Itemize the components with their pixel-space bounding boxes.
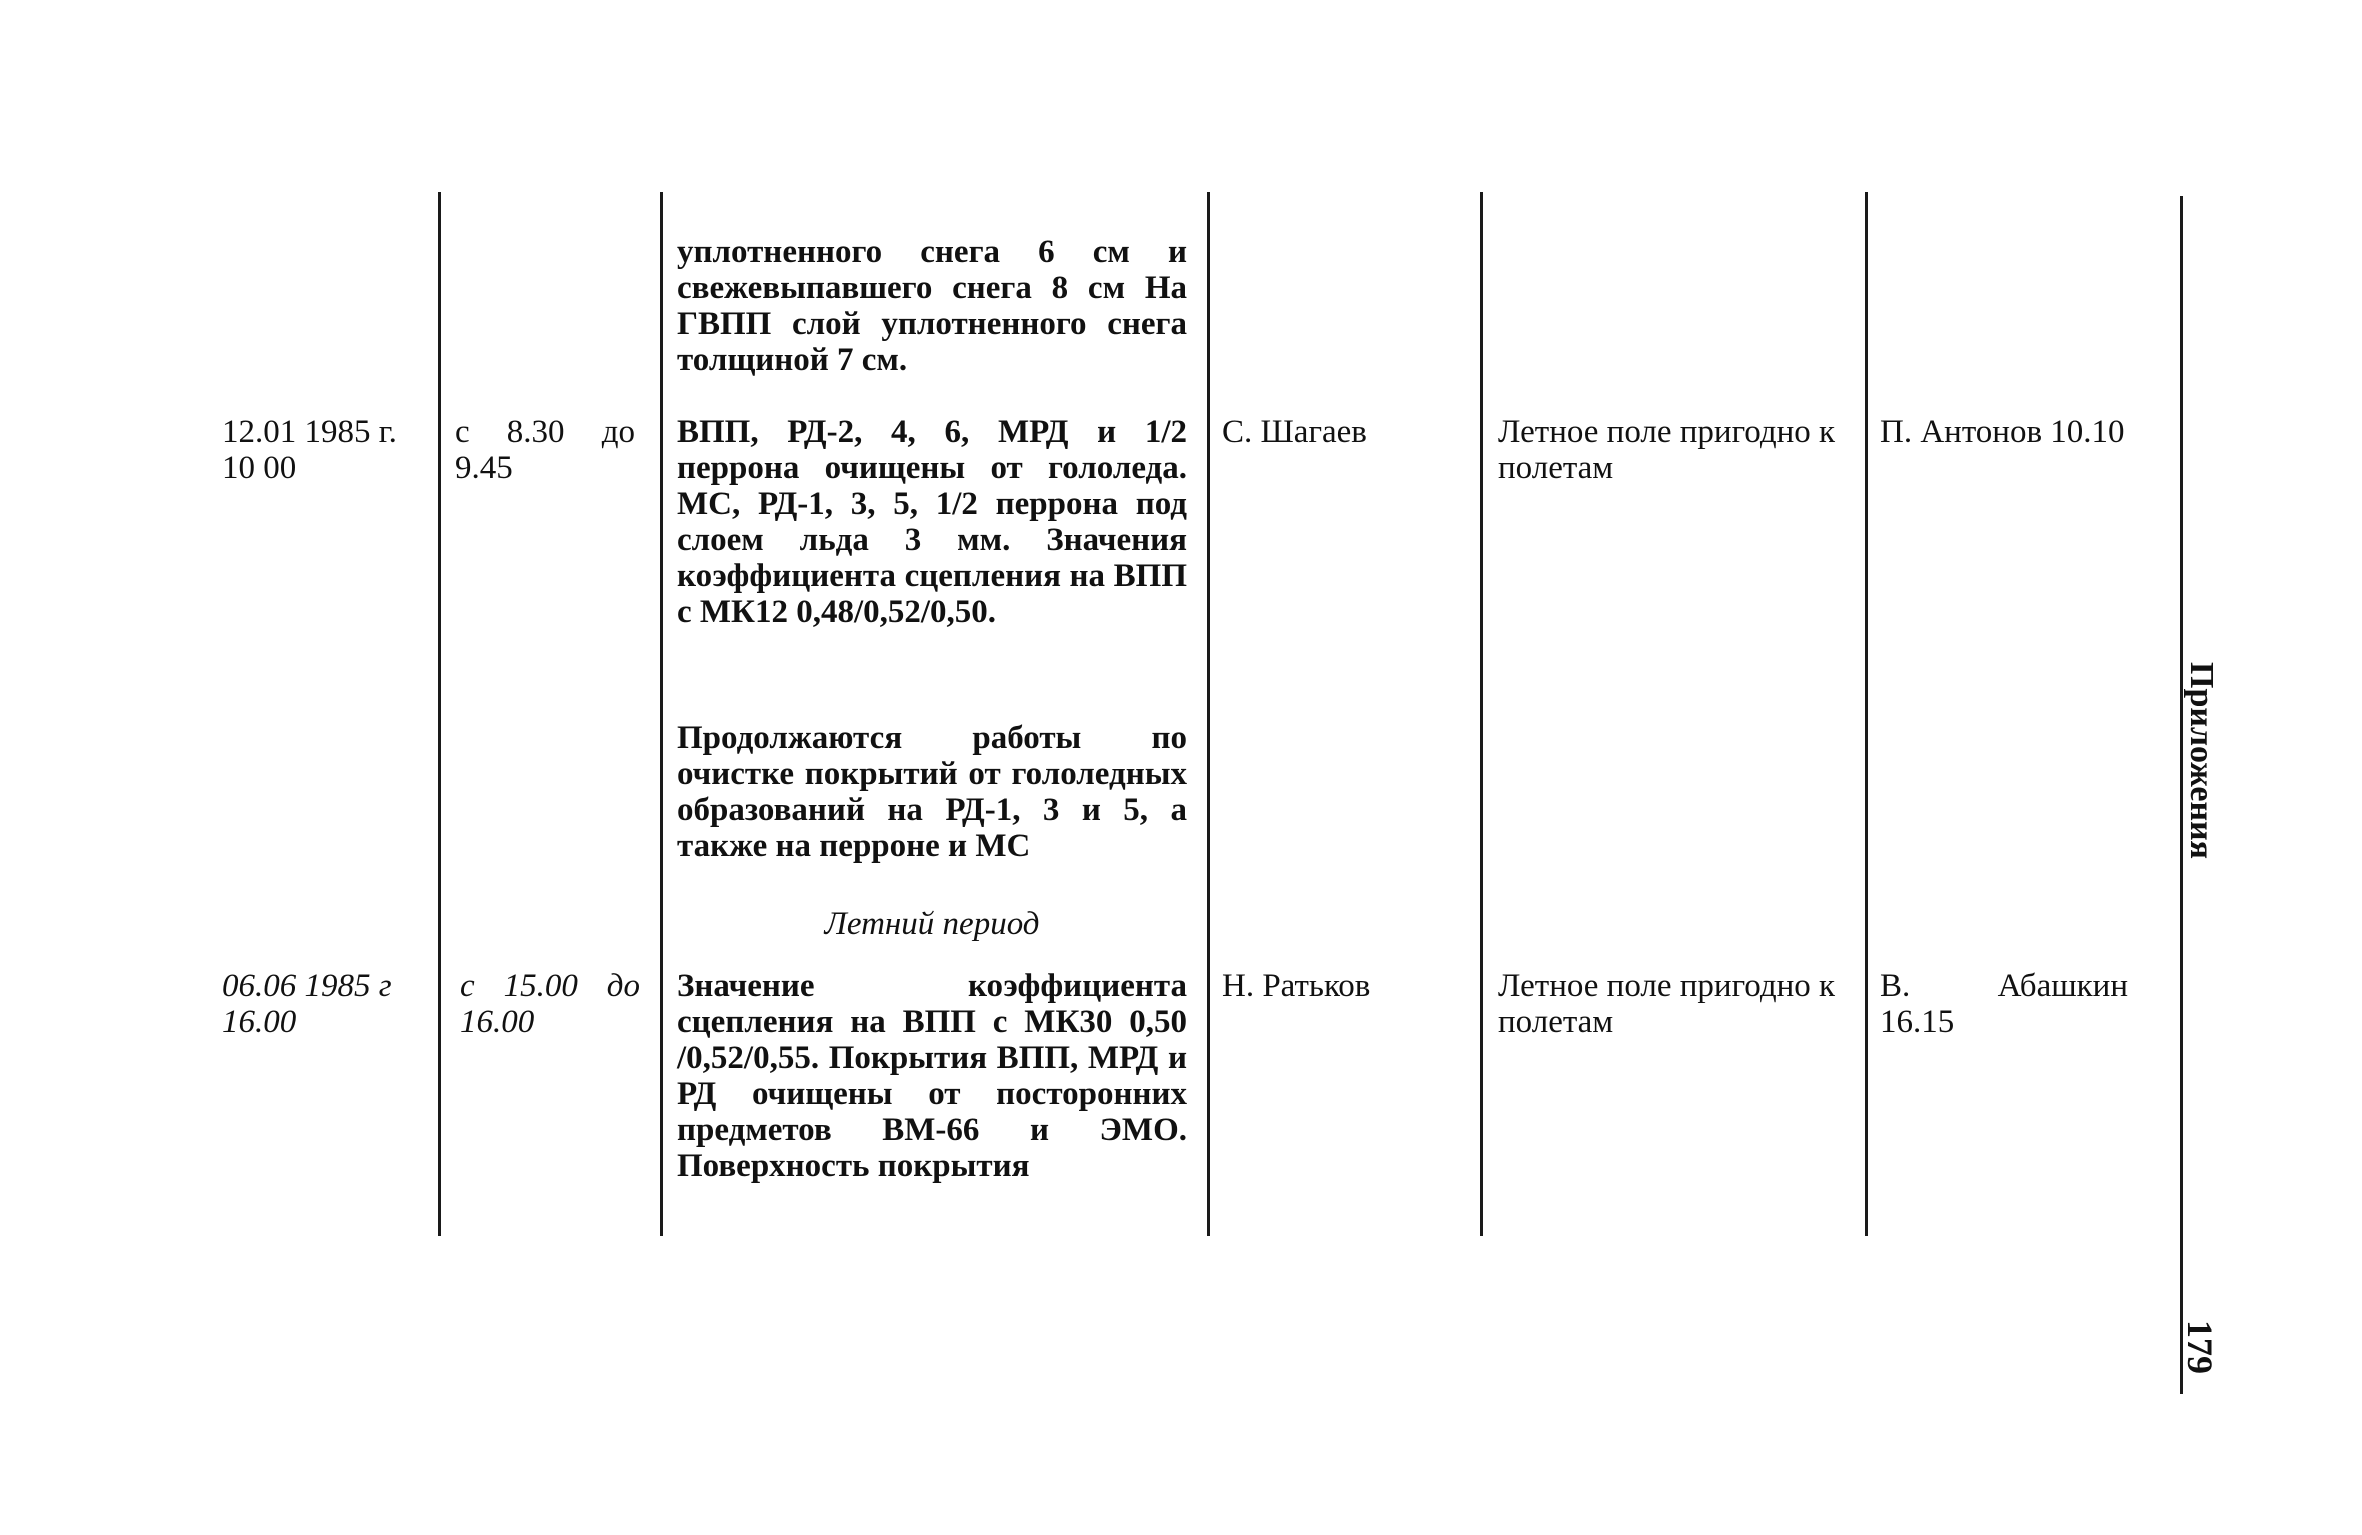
row-1-info: ВПП, РД-2, 4, 6, МРД и 1/2 перрона очищены от гололеда. МС, РД-1, 3, 5, 1/2 перрона под слоем льда 3 мм. Значения коэффициента сцепления на ВПП с МК12 0,48/0,52/0,50. <box>677 414 1187 630</box>
row-1-status: Летное поле пригодно к полетам <box>1498 414 1836 486</box>
row-1-period: с 8.30 до 9.45 <box>455 414 635 486</box>
row-1-signature: П. Антонов 10.10 <box>1880 414 2125 450</box>
row-2-info: Значение коэффициента сцепления на ВПП с МК30 0,50 /0,52/0,55. Покрытия ВПП, МРД и РД очищены от посторонних предметов ВМ-66 и ЭМО. Поверхность покрытия <box>677 968 1187 1184</box>
row-1-date: 12.01 1985 г. 10 00 <box>222 414 397 486</box>
row-2-signature: В. Абашкин 16.15 <box>1880 968 2128 1040</box>
column-divider <box>1207 192 1210 1236</box>
row-1-name: С. Шагаев <box>1222 414 1367 450</box>
continued-info-text: уплотненного снега 6 см и свежевыпавшего снега 8 см На ГВПП слой уплотненного снега толщиной 7 см. <box>677 234 1187 378</box>
column-divider <box>1480 192 1483 1236</box>
column-divider <box>438 192 441 1236</box>
row-2-period: с 15.00 до 16.00 <box>460 968 640 1040</box>
column-divider <box>660 192 663 1236</box>
column-divider <box>1865 192 1868 1236</box>
row-1-info-continued: Продолжаются работы по очистке покрытий от гололедных образований на РД-1, 3 и 5, а также на перроне и МС <box>677 720 1187 864</box>
section-heading: Летний период <box>824 906 1040 942</box>
row-2-date: 06.06 1985 г 16.00 <box>222 968 392 1040</box>
page-number: 179 <box>2180 1320 2220 1374</box>
row-2-name: Н. Ратьков <box>1222 968 1371 1004</box>
row-2-status: Летное поле пригодно к полетам <box>1498 968 1836 1040</box>
side-title: Приложения <box>2183 662 2220 860</box>
